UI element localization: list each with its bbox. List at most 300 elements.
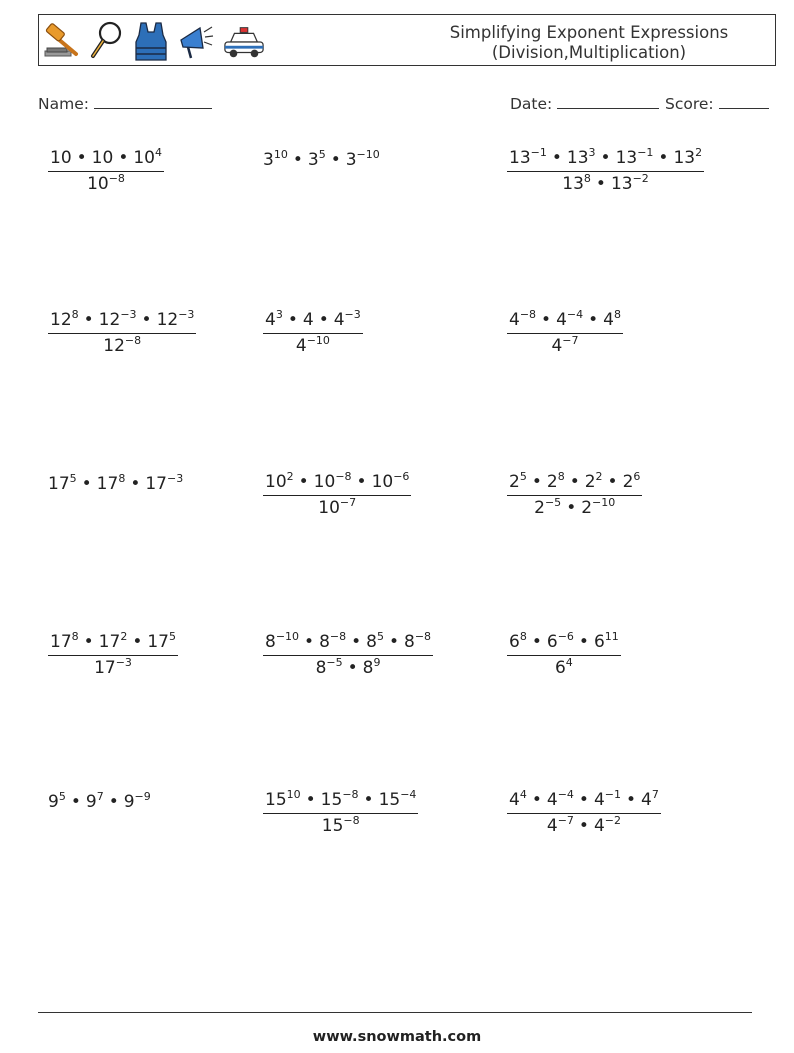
title-line-2: (Division,Multiplication) (491, 43, 687, 62)
power-term (567, 148, 596, 168)
term-exponent: −6 (393, 470, 410, 483)
term-base: 17 (94, 658, 116, 678)
term-exponent: 5 (168, 630, 176, 643)
term-base: 6 (554, 658, 566, 678)
power-term (87, 174, 125, 194)
fraction (507, 790, 661, 836)
power-term (265, 632, 299, 652)
term-exponent: −8 (335, 470, 352, 483)
power-term (509, 790, 527, 810)
multiply-operator: • (607, 472, 618, 492)
term-base: 13 (509, 148, 531, 168)
numerator (48, 148, 164, 171)
multiply-operator: • (83, 632, 94, 652)
term-base: 8 (366, 632, 377, 652)
multiply-operator: • (578, 632, 589, 652)
power-term (641, 790, 659, 810)
term-base: 2 (581, 498, 593, 518)
name-blank[interactable] (94, 94, 212, 109)
title-line-1: Simplifying Exponent Expressions (449, 23, 729, 42)
multiply-operator: • (83, 310, 94, 330)
term-exponent: −3 (120, 308, 137, 321)
term-base: 17 (98, 632, 121, 652)
power-term (99, 632, 128, 652)
fraction (263, 472, 411, 518)
term-base: 15 (378, 790, 401, 810)
term-base: 10 (87, 174, 109, 194)
term-base: 10 (50, 148, 72, 168)
power-term (321, 790, 359, 810)
multiply-operator: • (141, 310, 152, 330)
power-term (581, 498, 615, 518)
multiply-operator: • (356, 472, 367, 492)
term-base: 3 (345, 150, 357, 170)
power-term (263, 150, 288, 170)
term-base: 4 (302, 310, 314, 330)
megaphone-icon (178, 20, 214, 62)
term-base: 15 (265, 790, 287, 810)
term-base: 13 (673, 148, 696, 168)
power-term (308, 150, 326, 170)
power-term (509, 148, 547, 168)
term-exponent: 8 (557, 470, 565, 483)
denominator (48, 334, 196, 356)
term-base: 3 (307, 150, 319, 170)
power-term (48, 792, 66, 812)
term-exponent: 3 (275, 308, 283, 321)
problem-8 (263, 472, 411, 518)
power-term (314, 472, 352, 492)
power-term (50, 148, 72, 168)
fraction (48, 632, 178, 678)
term-base: 4 (641, 790, 652, 810)
term-exponent: −10 (306, 334, 330, 347)
term-base: 15 (320, 790, 343, 810)
term-base: 8 (404, 632, 415, 652)
multiply-operator: • (292, 150, 303, 170)
term-exponent: 8 (613, 308, 621, 321)
numerator (263, 472, 411, 495)
term-exponent: 4 (565, 656, 573, 669)
term-exponent: −8 (342, 788, 359, 801)
term-exponent: 5 (58, 790, 66, 803)
term-exponent: −5 (326, 656, 343, 669)
power-term (103, 336, 141, 356)
power-term (303, 310, 314, 330)
term-exponent: 2 (286, 470, 294, 483)
power-term (509, 632, 527, 652)
multiply-operator: • (81, 474, 92, 494)
term-exponent: −8 (519, 308, 537, 321)
term-base: 10 (133, 148, 155, 168)
term-base: 4 (551, 336, 563, 356)
power-term (623, 472, 641, 492)
power-term (265, 790, 301, 810)
worksheet-title (439, 23, 739, 63)
term-base: 13 (610, 174, 633, 194)
numerator (263, 632, 433, 655)
problem-14 (263, 790, 418, 836)
multiply-operator: • (76, 148, 87, 168)
denominator (263, 656, 433, 678)
numerator (507, 148, 704, 171)
power-term (509, 310, 536, 330)
term-exponent: 5 (519, 470, 527, 483)
multiply-operator: • (600, 148, 611, 168)
term-base: 17 (145, 474, 167, 494)
term-exponent: 2 (120, 630, 128, 643)
term-base: 6 (546, 632, 558, 652)
term-base: 10 (91, 148, 114, 168)
power-term (366, 632, 384, 652)
power-term (556, 310, 583, 330)
fraction (507, 310, 623, 356)
term-exponent: 10 (273, 148, 288, 161)
power-term (551, 336, 578, 356)
term-base: 13 (566, 148, 589, 168)
term-base: 17 (147, 632, 169, 652)
multiply-operator: • (578, 816, 589, 836)
numerator (263, 310, 363, 333)
term-exponent: −7 (339, 496, 357, 509)
denominator (507, 814, 661, 836)
term-base: 4 (265, 310, 276, 330)
term-base: 15 (321, 816, 344, 836)
term-exponent: 10 (286, 788, 301, 801)
term-base: 10 (313, 472, 336, 492)
term-base: 12 (156, 310, 179, 330)
numerator (48, 632, 178, 655)
power-term (322, 816, 360, 836)
term-base: 4 (556, 310, 567, 330)
term-base: 2 (509, 472, 520, 492)
multiply-operator: • (578, 790, 589, 810)
multiply-operator: • (305, 790, 316, 810)
score-field[interactable] (665, 94, 769, 113)
vest-icon (133, 20, 169, 62)
denominator (48, 172, 164, 194)
denominator (507, 172, 704, 194)
multiply-operator: • (658, 148, 669, 168)
denominator (48, 656, 178, 678)
footer-divider (38, 1012, 752, 1013)
header-icons (43, 20, 265, 64)
term-exponent: 2 (695, 146, 703, 159)
term-base: 2 (622, 472, 634, 492)
term-base: 2 (584, 472, 596, 492)
fraction (48, 310, 196, 356)
power-term (603, 310, 621, 330)
multiply-operator: • (388, 632, 400, 652)
term-base: 17 (48, 474, 70, 494)
power-term (404, 632, 431, 652)
term-base: 17 (96, 474, 119, 494)
multiply-operator: • (132, 632, 143, 652)
multiply-operator: • (351, 632, 362, 652)
power-term (86, 792, 104, 812)
date-blank[interactable] (557, 94, 659, 109)
fraction (507, 472, 642, 518)
term-exponent: −7 (562, 334, 579, 347)
problem-2 (263, 150, 380, 170)
power-term (50, 310, 79, 330)
problem-3 (507, 148, 704, 194)
power-term (296, 336, 330, 356)
multiply-operator: • (569, 472, 580, 492)
numerator (48, 310, 196, 333)
problem-13 (48, 792, 151, 812)
term-base: 4 (593, 790, 605, 810)
power-term (379, 790, 417, 810)
term-base: 10 (371, 472, 394, 492)
magnifier-icon (88, 20, 124, 62)
term-exponent: 9 (373, 656, 381, 669)
term-base: 9 (123, 792, 135, 812)
power-term (92, 148, 114, 168)
numerator (507, 632, 621, 655)
power-term (334, 310, 361, 330)
term-exponent: 8 (118, 472, 126, 485)
term-base: 9 (85, 792, 97, 812)
term-base: 4 (593, 816, 605, 836)
power-term (147, 632, 176, 652)
term-exponent: −9 (134, 790, 151, 803)
denominator (507, 334, 623, 356)
fraction (48, 148, 164, 194)
term-base: 6 (593, 632, 605, 652)
term-exponent: 7 (651, 788, 659, 801)
term-exponent: −4 (557, 788, 574, 801)
term-exponent: −1 (637, 146, 654, 159)
name-label: Name: (38, 95, 89, 113)
power-term (594, 632, 619, 652)
multiply-operator: • (287, 310, 298, 330)
term-exponent: −6 (557, 630, 574, 643)
term-exponent: 5 (69, 472, 77, 485)
power-term (555, 658, 573, 678)
term-exponent: 6 (633, 470, 641, 483)
multiply-operator: • (70, 792, 81, 812)
problem-4 (48, 310, 196, 356)
numerator (507, 790, 661, 813)
problem-15 (507, 790, 661, 836)
term-base: 3 (263, 150, 274, 170)
multiply-operator: • (531, 472, 542, 492)
term-exponent: 3 (588, 146, 596, 159)
power-term (673, 148, 702, 168)
term-base: 4 (546, 816, 558, 836)
term-exponent: 4 (519, 788, 527, 801)
term-exponent: 8 (519, 630, 527, 643)
denominator (263, 334, 363, 356)
problem-5 (263, 310, 363, 356)
term-base: 4 (509, 790, 520, 810)
numerator (263, 790, 418, 813)
numerator (507, 472, 642, 495)
power-term (99, 310, 137, 330)
denominator (263, 496, 411, 518)
problem-6 (507, 310, 623, 356)
multiply-operator: • (595, 174, 606, 194)
power-term (265, 472, 294, 492)
term-base: 10 (318, 498, 340, 518)
footer-website: www.snowmath.com (312, 1029, 482, 1045)
gavel-icon (43, 20, 79, 62)
name-field[interactable] (38, 94, 212, 113)
term-base: 8 (265, 632, 276, 652)
term-exponent: 11 (604, 630, 619, 643)
term-exponent: 4 (154, 146, 162, 159)
multiply-operator: • (108, 792, 119, 812)
power-term (547, 790, 574, 810)
power-term (97, 474, 126, 494)
term-base: 4 (603, 310, 614, 330)
multiply-operator: • (551, 148, 562, 168)
multiply-operator: • (588, 310, 599, 330)
term-exponent: −8 (108, 172, 125, 185)
power-term (133, 148, 162, 168)
power-term (372, 472, 410, 492)
worksheet-header (38, 14, 776, 66)
term-base: 9 (48, 792, 59, 812)
power-term (594, 816, 621, 836)
fraction (507, 632, 621, 678)
term-base: 4 (546, 790, 558, 810)
term-base: 17 (50, 632, 72, 652)
power-term (157, 310, 195, 330)
term-exponent: −4 (566, 308, 584, 321)
term-exponent: 2 (595, 470, 603, 483)
problem-12 (507, 632, 621, 678)
term-exponent: −2 (632, 172, 649, 185)
score-blank[interactable] (719, 94, 769, 109)
power-term (265, 310, 283, 330)
term-exponent: −3 (115, 656, 132, 669)
problem-9 (507, 472, 642, 518)
fraction (507, 148, 704, 194)
power-term (346, 150, 380, 170)
term-exponent: −4 (400, 788, 417, 801)
term-exponent: 8 (71, 630, 79, 643)
problem-10 (48, 632, 178, 678)
term-exponent: −2 (604, 814, 621, 827)
term-base: 2 (546, 472, 558, 492)
numerator (507, 310, 623, 333)
multiply-operator: • (318, 310, 329, 330)
term-base: 13 (615, 148, 638, 168)
term-exponent: −8 (414, 630, 432, 643)
power-term (547, 472, 565, 492)
power-term (145, 474, 183, 494)
term-exponent: −3 (166, 472, 184, 485)
multiply-operator: • (304, 632, 315, 652)
multiply-operator: • (541, 310, 552, 330)
multiply-operator: • (566, 498, 577, 518)
term-exponent: −8 (329, 630, 347, 643)
multiply-operator: • (625, 790, 637, 810)
term-exponent: −10 (356, 148, 380, 161)
term-exponent: −8 (343, 814, 360, 827)
term-exponent: 8 (71, 308, 79, 321)
power-term (594, 790, 621, 810)
problem-1 (48, 148, 164, 194)
multiply-operator: • (298, 472, 309, 492)
term-base: 12 (103, 336, 125, 356)
problem-7 (48, 474, 183, 494)
term-base: 12 (98, 310, 121, 330)
power-term (534, 498, 561, 518)
term-exponent: −10 (592, 496, 616, 509)
term-exponent: −3 (344, 308, 361, 321)
multiply-operator: • (531, 790, 542, 810)
denominator (507, 656, 621, 678)
power-term (94, 658, 132, 678)
denominator (263, 814, 418, 836)
score-label: Score: (665, 95, 714, 113)
term-exponent: −3 (178, 308, 195, 321)
date-field[interactable] (510, 94, 659, 113)
problem-11 (263, 632, 433, 678)
power-term (319, 632, 346, 652)
term-exponent: −8 (124, 334, 142, 347)
power-term (616, 148, 654, 168)
term-exponent: 5 (318, 148, 326, 161)
denominator (507, 496, 642, 518)
term-exponent: 5 (376, 630, 384, 643)
power-term (124, 792, 151, 812)
multiply-operator: • (531, 632, 542, 652)
term-base: 6 (509, 632, 520, 652)
power-term (318, 498, 356, 518)
power-term (509, 472, 527, 492)
term-exponent: 7 (96, 790, 104, 803)
term-base: 8 (362, 658, 374, 678)
term-base: 10 (265, 472, 287, 492)
multiply-operator: • (130, 474, 141, 494)
multiply-operator: • (330, 150, 341, 170)
term-base: 8 (319, 632, 330, 652)
term-exponent: 8 (583, 172, 591, 185)
power-term (562, 174, 591, 194)
power-term (547, 816, 574, 836)
fraction (263, 310, 363, 356)
term-base: 13 (562, 174, 584, 194)
term-base: 2 (534, 498, 545, 518)
power-term (50, 632, 79, 652)
police-car-icon (223, 20, 265, 62)
power-term (585, 472, 603, 492)
term-base: 8 (315, 658, 327, 678)
fraction (263, 790, 418, 836)
power-term (316, 658, 343, 678)
term-exponent: −1 (530, 146, 547, 159)
date-label: Date: (510, 95, 553, 113)
multiply-operator: • (363, 790, 374, 810)
term-base: 4 (295, 336, 307, 356)
term-exponent: −1 (604, 788, 621, 801)
power-term (48, 474, 77, 494)
term-base: 4 (333, 310, 345, 330)
power-term (547, 632, 574, 652)
term-exponent: −5 (544, 496, 562, 509)
multiply-operator: • (347, 658, 358, 678)
term-exponent: −10 (275, 630, 300, 643)
multiply-operator: • (118, 148, 129, 168)
term-base: 12 (50, 310, 72, 330)
term-base: 4 (509, 310, 520, 330)
term-exponent: −7 (557, 814, 574, 827)
fraction (263, 632, 433, 678)
